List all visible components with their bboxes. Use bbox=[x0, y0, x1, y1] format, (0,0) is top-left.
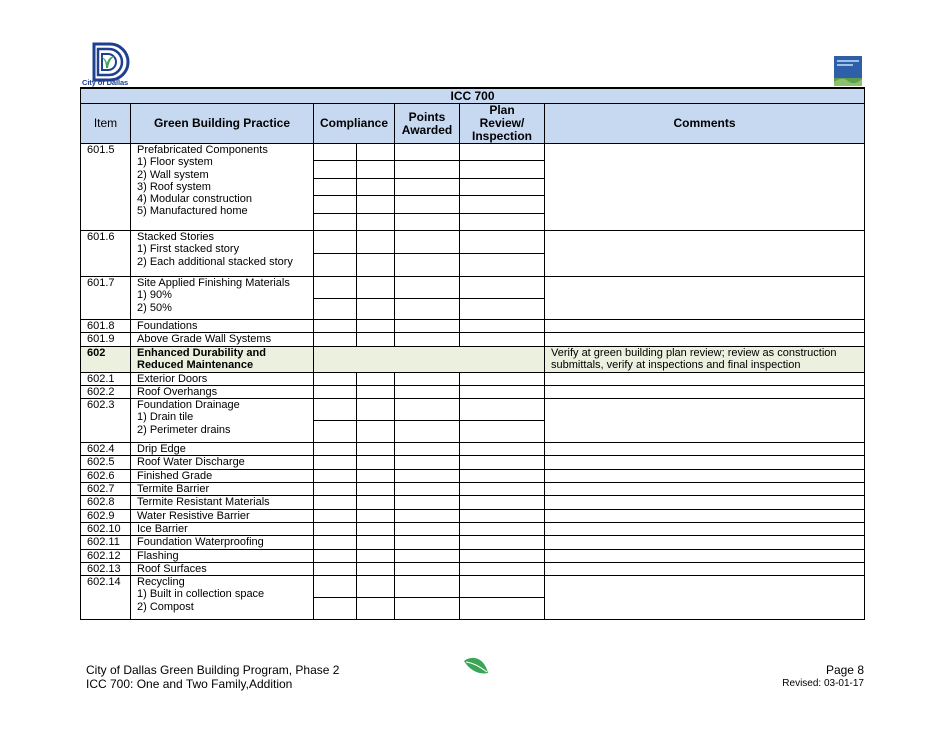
revised-date: Revised: 03-01-17 bbox=[782, 678, 864, 689]
comments-cell bbox=[545, 399, 865, 443]
points-cell[interactable] bbox=[395, 372, 460, 385]
points-cell[interactable] bbox=[395, 456, 460, 469]
points-cell[interactable] bbox=[395, 509, 460, 522]
compliance-yes-cell[interactable] bbox=[314, 385, 357, 398]
sub-cell[interactable] bbox=[357, 231, 394, 254]
practice-text: Enhanced Durability and Reduced Maintenance bbox=[131, 346, 314, 372]
item-number: 602.11 bbox=[81, 536, 131, 549]
logo-caption: City of Dallas bbox=[82, 78, 129, 87]
item-number: 602.6 bbox=[81, 469, 131, 482]
sub-cell[interactable] bbox=[357, 598, 394, 619]
item-number: 602.13 bbox=[81, 562, 131, 575]
plan-review-cell[interactable] bbox=[460, 320, 545, 333]
col-points-header: Points Awarded bbox=[395, 104, 460, 144]
item-number: 602.2 bbox=[81, 385, 131, 398]
compliance-no-cell[interactable] bbox=[357, 144, 395, 231]
table-row bbox=[81, 333, 865, 346]
practice-text: Exterior Doors bbox=[131, 372, 314, 385]
footer-document: ICC 700: One and Two Family,Addition bbox=[86, 677, 293, 691]
table-row bbox=[81, 277, 865, 320]
points-cell[interactable] bbox=[395, 483, 460, 496]
points-cell[interactable] bbox=[395, 522, 460, 535]
sub-cell[interactable] bbox=[395, 299, 459, 320]
sub-cell[interactable] bbox=[395, 214, 459, 230]
points-cell[interactable] bbox=[395, 496, 460, 509]
item-number: 601.7 bbox=[81, 277, 131, 320]
sub-cell[interactable] bbox=[357, 421, 394, 442]
sub-cell[interactable] bbox=[460, 196, 544, 213]
item-number: 602.12 bbox=[81, 549, 131, 562]
sub-cell[interactable] bbox=[357, 144, 394, 161]
sub-cell[interactable] bbox=[314, 254, 356, 276]
comments-cell bbox=[545, 333, 865, 346]
comments-cell bbox=[545, 522, 865, 535]
sub-cell[interactable] bbox=[460, 277, 544, 299]
sub-cell[interactable] bbox=[357, 196, 394, 213]
plan-review-cell[interactable] bbox=[460, 333, 545, 346]
points-cell[interactable] bbox=[395, 277, 460, 320]
item-number: 601.6 bbox=[81, 231, 131, 277]
sub-cell[interactable] bbox=[395, 598, 459, 619]
practice-text: Foundation Waterproofing bbox=[131, 536, 314, 549]
item-number: 601.9 bbox=[81, 333, 131, 346]
practice-text: Above Grade Wall Systems bbox=[131, 333, 314, 346]
comments-cell bbox=[545, 456, 865, 469]
compliance-yes-cell[interactable] bbox=[314, 509, 357, 522]
item-number: 602.14 bbox=[81, 576, 131, 620]
comments-cell bbox=[545, 320, 865, 333]
compliance-yes-cell[interactable] bbox=[314, 496, 357, 509]
table-row bbox=[81, 456, 865, 469]
practice-text: Recycling 1) Built in collection space 2) Compost bbox=[131, 576, 314, 620]
compliance-yes-cell[interactable] bbox=[314, 522, 357, 535]
practice-text: Roof Overhangs bbox=[131, 385, 314, 398]
practice-text: Termite Resistant Materials bbox=[131, 496, 314, 509]
plan-review-cell[interactable] bbox=[460, 509, 545, 522]
compliance-yes-cell[interactable] bbox=[314, 333, 357, 346]
sub-cell[interactable] bbox=[314, 179, 356, 196]
item-number: 602.10 bbox=[81, 522, 131, 535]
comments-cell bbox=[545, 496, 865, 509]
compliance-no-cell[interactable] bbox=[357, 496, 395, 509]
plan-review-cell[interactable] bbox=[460, 483, 545, 496]
col-practice-header: Green Building Practice bbox=[131, 104, 314, 144]
comments-cell bbox=[545, 277, 865, 320]
points-cell[interactable] bbox=[395, 333, 460, 346]
practice-text: Roof Surfaces bbox=[131, 562, 314, 575]
sub-cell[interactable] bbox=[357, 161, 394, 178]
compliance-yes-cell[interactable] bbox=[314, 231, 357, 277]
compliance-yes-cell[interactable] bbox=[314, 456, 357, 469]
points-cell[interactable] bbox=[395, 576, 460, 620]
compliance-no-cell[interactable] bbox=[357, 509, 395, 522]
compliance-no-cell[interactable] bbox=[357, 522, 395, 535]
comments-cell bbox=[545, 231, 865, 277]
item-number: 601.5 bbox=[81, 144, 131, 231]
sub-cell[interactable] bbox=[395, 576, 459, 598]
comments-cell bbox=[545, 562, 865, 575]
item-number: 602.9 bbox=[81, 509, 131, 522]
points-cell[interactable] bbox=[395, 399, 460, 443]
sub-cell[interactable] bbox=[395, 161, 459, 178]
item-number: 601.8 bbox=[81, 320, 131, 333]
table-row bbox=[81, 549, 865, 562]
sub-cell[interactable] bbox=[357, 399, 394, 421]
plan-review-cell[interactable] bbox=[460, 496, 545, 509]
compliance-no-cell[interactable] bbox=[357, 443, 395, 456]
points-cell[interactable] bbox=[395, 536, 460, 549]
table-title: ICC 700 bbox=[81, 88, 865, 104]
table-row bbox=[81, 231, 865, 277]
green-building-badge bbox=[834, 56, 862, 86]
plan-review-cell[interactable] bbox=[460, 399, 545, 443]
compliance-no-cell[interactable] bbox=[357, 536, 395, 549]
compliance-no-cell[interactable] bbox=[357, 399, 395, 443]
sub-cell[interactable] bbox=[314, 214, 356, 230]
compliance-yes-cell[interactable] bbox=[314, 562, 357, 575]
sub-cell[interactable] bbox=[314, 196, 356, 213]
table-row bbox=[81, 536, 865, 549]
compliance-yes-cell[interactable] bbox=[314, 372, 357, 385]
plan-review-cell[interactable] bbox=[460, 231, 545, 277]
icc700-table bbox=[80, 87, 864, 620]
sub-cell[interactable] bbox=[395, 196, 459, 213]
compliance-no-cell[interactable] bbox=[357, 277, 395, 320]
plan-review-cell[interactable] bbox=[460, 144, 545, 231]
sub-cell[interactable] bbox=[460, 254, 544, 276]
table-row bbox=[81, 509, 865, 522]
points-cell[interactable] bbox=[395, 385, 460, 398]
compliance-no-cell[interactable] bbox=[357, 576, 395, 620]
comments-cell bbox=[545, 372, 865, 385]
table-row bbox=[81, 443, 865, 456]
practice-text: Site Applied Finishing Materials 1) 90% 2) 50% bbox=[131, 277, 314, 320]
page-number: Page 8 bbox=[825, 663, 864, 677]
col-item-header: Item bbox=[81, 104, 131, 144]
sub-cell[interactable] bbox=[314, 231, 356, 254]
item-number: 602.8 bbox=[81, 496, 131, 509]
col-plan-review-header: Plan Review/ Inspection bbox=[460, 104, 545, 144]
points-cell[interactable] bbox=[395, 144, 460, 231]
sub-cell[interactable] bbox=[357, 576, 394, 598]
sub-cell[interactable] bbox=[314, 399, 356, 421]
practice-text: Foundation Drainage 1) Drain tile 2) Perimeter drains bbox=[131, 399, 314, 443]
sub-cell[interactable] bbox=[395, 231, 459, 254]
sub-cell[interactable] bbox=[357, 299, 394, 320]
sub-cell[interactable] bbox=[395, 179, 459, 196]
points-cell[interactable] bbox=[395, 549, 460, 562]
plan-review-cell[interactable] bbox=[460, 549, 545, 562]
plan-review-cell[interactable] bbox=[460, 372, 545, 385]
points-cell[interactable] bbox=[395, 562, 460, 575]
compliance-no-cell[interactable] bbox=[357, 562, 395, 575]
compliance-no-cell[interactable] bbox=[357, 469, 395, 482]
sub-cell[interactable] bbox=[314, 144, 356, 161]
comments-cell bbox=[545, 483, 865, 496]
sub-cell[interactable] bbox=[460, 399, 544, 421]
compliance-yes-cell[interactable] bbox=[314, 399, 357, 443]
comments-cell: Verify at green building plan review; review as construction submittals, verify at inspections and final inspection bbox=[545, 346, 865, 372]
sub-cell[interactable] bbox=[460, 144, 544, 161]
table-row bbox=[81, 320, 865, 333]
compliance-no-cell[interactable] bbox=[357, 231, 395, 277]
table-row bbox=[81, 399, 865, 443]
compliance-no-cell[interactable] bbox=[357, 549, 395, 562]
compliance-no-cell[interactable] bbox=[357, 483, 395, 496]
points-cell[interactable] bbox=[395, 469, 460, 482]
comments-cell bbox=[545, 536, 865, 549]
sub-cell[interactable] bbox=[395, 254, 459, 276]
comments-cell bbox=[545, 576, 865, 620]
compliance-yes-cell[interactable] bbox=[314, 536, 357, 549]
leaf-icon bbox=[462, 655, 490, 677]
footer-right bbox=[782, 663, 864, 691]
practice-text: Water Resistive Barrier bbox=[131, 509, 314, 522]
sub-cell[interactable] bbox=[357, 214, 394, 230]
practice-text: Termite Barrier bbox=[131, 483, 314, 496]
table-row bbox=[81, 469, 865, 482]
sub-cell[interactable] bbox=[314, 277, 356, 299]
practice-text: Foundations bbox=[131, 320, 314, 333]
table-row bbox=[81, 346, 865, 372]
table-row bbox=[81, 144, 865, 231]
compliance-yes-cell[interactable] bbox=[314, 576, 357, 620]
sub-cell[interactable] bbox=[460, 214, 544, 230]
comments-cell bbox=[545, 443, 865, 456]
plan-review-cell[interactable] bbox=[460, 576, 545, 620]
sub-cell[interactable] bbox=[460, 231, 544, 254]
comments-cell bbox=[545, 509, 865, 522]
plan-review-cell[interactable] bbox=[460, 456, 545, 469]
comments-cell bbox=[545, 385, 865, 398]
sub-cell[interactable] bbox=[314, 598, 356, 619]
practice-text: Roof Water Discharge bbox=[131, 456, 314, 469]
sub-cell[interactable] bbox=[460, 179, 544, 196]
compliance-yes-cell[interactable] bbox=[314, 443, 357, 456]
compliance-no-cell[interactable] bbox=[357, 456, 395, 469]
sub-cell[interactable] bbox=[395, 144, 459, 161]
sub-cell[interactable] bbox=[314, 299, 356, 320]
compliance-no-cell[interactable] bbox=[357, 320, 395, 333]
practice-text: Ice Barrier bbox=[131, 522, 314, 535]
comments-cell bbox=[545, 469, 865, 482]
compliance-yes-cell[interactable] bbox=[314, 144, 357, 231]
compliance-yes-cell[interactable] bbox=[314, 277, 357, 320]
compliance-yes-cell[interactable] bbox=[314, 469, 357, 482]
table-row bbox=[81, 483, 865, 496]
footer-left bbox=[86, 663, 339, 691]
plan-review-cell[interactable] bbox=[460, 443, 545, 456]
table-row bbox=[81, 496, 865, 509]
sub-cell[interactable] bbox=[460, 598, 544, 619]
sub-cell[interactable] bbox=[460, 421, 544, 442]
sub-cell[interactable] bbox=[460, 161, 544, 178]
practice-text: Stacked Stories 1) First stacked story 2) Each additional stacked story bbox=[131, 231, 314, 277]
plan-review-cell[interactable] bbox=[460, 277, 545, 320]
item-number: 602.5 bbox=[81, 456, 131, 469]
plan-review-cell[interactable] bbox=[460, 469, 545, 482]
points-cell[interactable] bbox=[395, 443, 460, 456]
plan-review-cell[interactable] bbox=[460, 385, 545, 398]
compliance-yes-cell[interactable] bbox=[314, 549, 357, 562]
practice-text: Finished Grade bbox=[131, 469, 314, 482]
sub-cell[interactable] bbox=[314, 576, 356, 598]
sub-cell[interactable] bbox=[357, 277, 394, 299]
item-number: 602.1 bbox=[81, 372, 131, 385]
compliance-no-cell[interactable] bbox=[357, 385, 395, 398]
practice-text: Drip Edge bbox=[131, 443, 314, 456]
compliance-yes-cell[interactable] bbox=[314, 320, 357, 333]
sub-cell[interactable] bbox=[395, 421, 459, 442]
table-row bbox=[81, 372, 865, 385]
comments-cell bbox=[545, 549, 865, 562]
col-comments-header: Comments bbox=[545, 104, 865, 144]
compliance-no-cell[interactable] bbox=[357, 333, 395, 346]
plan-review-cell[interactable] bbox=[460, 522, 545, 535]
table-row bbox=[81, 522, 865, 535]
sub-cell[interactable] bbox=[460, 299, 544, 320]
points-cell[interactable] bbox=[395, 320, 460, 333]
practice-text: Flashing bbox=[131, 549, 314, 562]
sub-cell[interactable] bbox=[314, 421, 356, 442]
sub-cell[interactable] bbox=[395, 277, 459, 299]
item-number: 602.7 bbox=[81, 483, 131, 496]
col-compliance-header: Compliance bbox=[314, 104, 395, 144]
sub-cell[interactable] bbox=[395, 399, 459, 421]
sub-cell[interactable] bbox=[357, 254, 394, 276]
footer-program: City of Dallas Green Building Program, Phase 2 bbox=[86, 663, 340, 677]
compliance-no-cell[interactable] bbox=[357, 372, 395, 385]
table-row bbox=[81, 562, 865, 575]
item-number: 602 bbox=[81, 346, 131, 372]
item-number: 602.4 bbox=[81, 443, 131, 456]
practice-text: Prefabricated Components 1) Floor system 2) Wall system 3) Roof system 4) Modular construction 5) Manufactured home bbox=[131, 144, 314, 231]
compliance-yes-cell[interactable] bbox=[314, 483, 357, 496]
points-cell[interactable] bbox=[395, 231, 460, 277]
table-row bbox=[81, 576, 865, 620]
item-number: 602.3 bbox=[81, 399, 131, 443]
plan-review-cell[interactable] bbox=[460, 536, 545, 549]
sub-cell[interactable] bbox=[314, 161, 356, 178]
section-fill bbox=[314, 346, 545, 372]
sub-cell[interactable] bbox=[357, 179, 394, 196]
plan-review-cell[interactable] bbox=[460, 562, 545, 575]
sub-cell[interactable] bbox=[460, 576, 544, 598]
comments-cell bbox=[545, 144, 865, 231]
table-row bbox=[81, 385, 865, 398]
